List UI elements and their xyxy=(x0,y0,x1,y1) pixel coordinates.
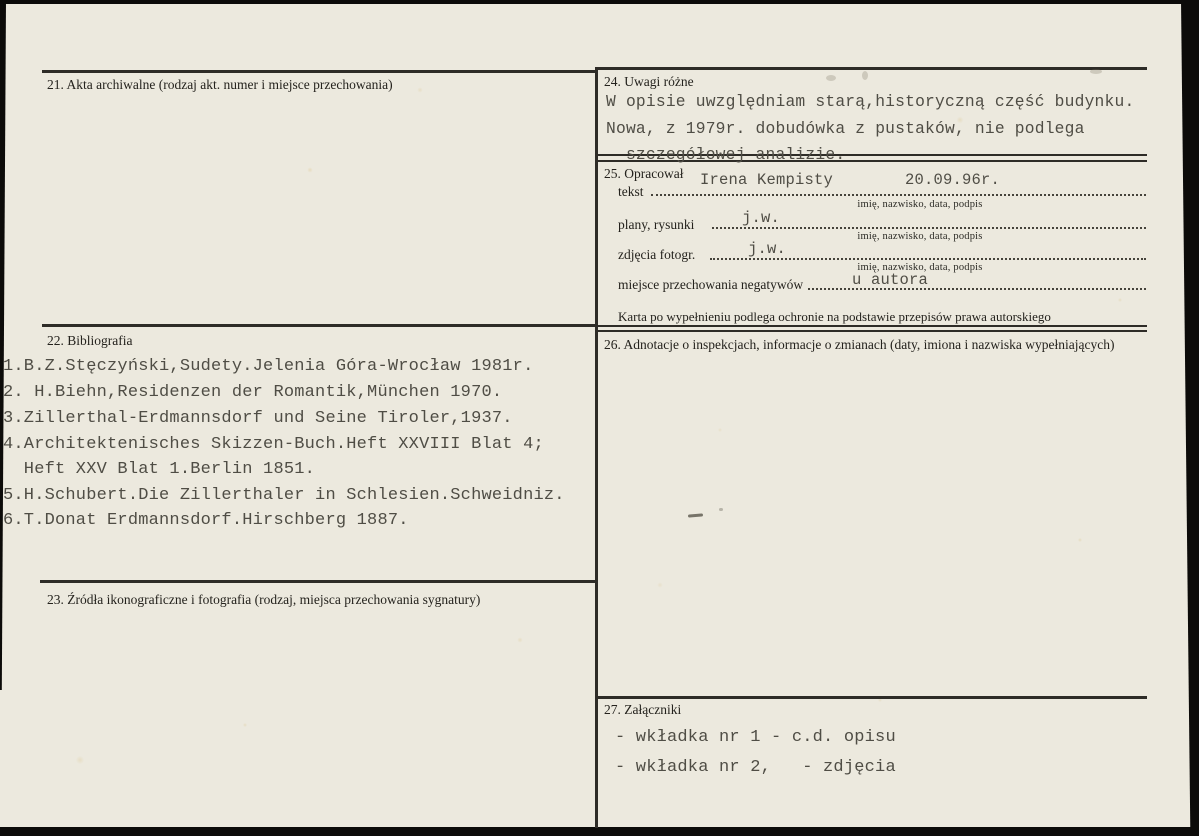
bibliography-entry: 3.Zillerthal-Erdmannsdorf und Seine Tiroler,1937. xyxy=(3,409,513,428)
field-label-tekst: tekst xyxy=(618,184,644,199)
attachment-line: - wkładka nr 1 - c.d. opisu xyxy=(615,728,896,747)
remarks-line: W opisie uwzględniam starą,historyczną część budynku. xyxy=(606,92,1135,111)
section-22-label: 22. Bibliografia xyxy=(47,333,133,348)
bibliography-entry: 1.B.Z.Stęczyński,Sudety.Jelenia Góra-Wrocław 1981r. xyxy=(3,357,534,376)
scan-ghost-mark xyxy=(1090,69,1102,74)
bibliography-entry: Heft XXV Blat 1.Berlin 1851. xyxy=(3,460,316,479)
section-25-label: 25. Opracował xyxy=(604,166,684,181)
author-name-value: Irena Kempisty xyxy=(700,171,834,189)
field-caption: imię, nazwisko, data, podpis xyxy=(857,262,983,273)
plans-value: j.w. xyxy=(742,209,781,227)
scan-edge-bottom xyxy=(0,827,1199,836)
remarks-line: Nowa, z 1979r. dobudówka z pustaków, nie podlega xyxy=(606,119,1085,138)
field-label-miejsce-negatywow: miejsce przechowania negatywów xyxy=(618,277,804,292)
bibliography-entry: 4.Architektenisches Skizzen-Buch.Heft XXVIII Blat 4; xyxy=(3,435,544,454)
photos-value: j.w. xyxy=(748,240,787,258)
copyright-note: Karta po wypełnieniu podlega ochronie na podstawie przepisów prawa autorskiego xyxy=(618,309,1051,324)
rule-left-21-22 xyxy=(42,324,595,327)
section-27-label: 27. Załączniki xyxy=(604,702,682,717)
rule-right-26-27 xyxy=(598,696,1147,699)
rule-right-top xyxy=(598,67,1147,70)
rule-right-25-26-b xyxy=(598,330,1147,332)
field-caption: imię, nazwisko, data, podpis xyxy=(857,199,983,210)
field-label-plany-rysunki: plany, rysunki xyxy=(618,217,695,232)
section-24-label: 24. Uwagi różne xyxy=(604,74,694,89)
bibliography-entry: 5.H.Schubert.Die Zillerthaler in Schlesien.Schweidniz. xyxy=(3,486,565,505)
pen-smudge-dot xyxy=(719,508,723,511)
scan-edge-top xyxy=(0,0,1199,4)
remarks-line: szczegółowej analizie. xyxy=(606,145,846,164)
scan-ghost-mark xyxy=(862,71,868,80)
rule-center-divider xyxy=(595,67,598,828)
rule-left-22-23 xyxy=(40,580,595,583)
negatives-value: u autora xyxy=(852,271,929,289)
bibliography-entry: 2. H.Biehn,Residenzen der Romantik,München 1970. xyxy=(3,383,503,402)
author-date-value: 20.09.96r. xyxy=(905,171,1001,189)
section-26-label: 26. Adnotacje o inspekcjach, informacje o zmianach (daty, imiona i nazwiska wypełniających) xyxy=(604,337,1115,352)
field-caption: imię, nazwisko, data, podpis xyxy=(857,231,983,242)
field-label-zdjecia-fotogr: zdjęcia fotogr. xyxy=(618,247,696,262)
rule-left-top xyxy=(42,70,595,73)
rule-right-25-26-a xyxy=(598,325,1147,327)
dotted-leader xyxy=(651,194,1146,196)
section-23-label: 23. Źródła ikonograficzne i fotografia (rodzaj, miejsca przechowania sygnatury) xyxy=(47,592,481,607)
bibliography-entry: 6.T.Donat Erdmannsdorf.Hirschberg 1887. xyxy=(3,511,409,530)
attachment-line: - wkładka nr 2, - zdjęcia xyxy=(615,758,896,777)
scan-ghost-mark xyxy=(826,75,836,81)
dotted-leader xyxy=(710,258,1146,260)
dotted-leader xyxy=(712,227,1146,229)
section-21-label: 21. Akta archiwalne (rodzaj akt. numer i miejsce przechowania) xyxy=(47,77,393,92)
